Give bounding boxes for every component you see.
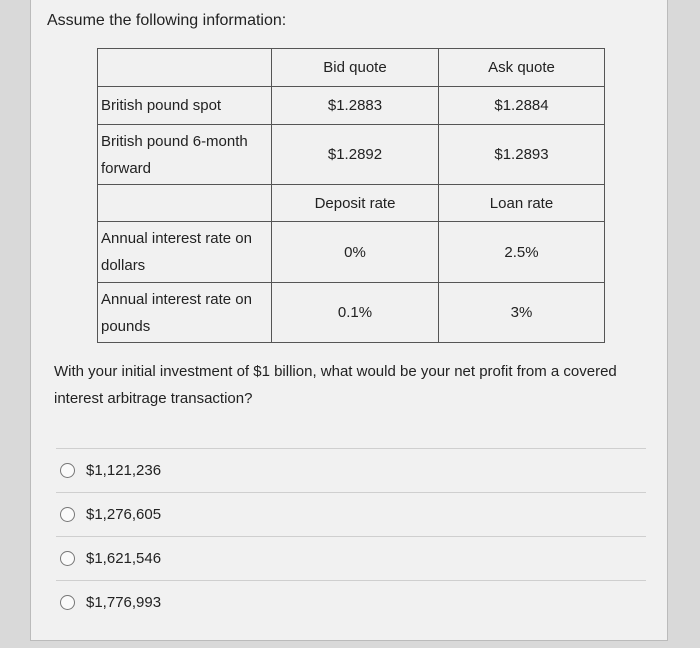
table-row xyxy=(98,125,605,185)
loan-rate-header: Loan rate xyxy=(439,185,605,222)
answer-option[interactable] xyxy=(56,536,646,580)
answer-option[interactable] xyxy=(56,492,646,536)
radio-button[interactable] xyxy=(60,463,75,478)
table-row xyxy=(98,283,605,343)
answer-option[interactable] xyxy=(56,580,646,624)
table-corner-cell xyxy=(98,49,272,87)
ask-quote-header: Ask quote xyxy=(439,49,605,87)
table-row xyxy=(98,222,605,283)
table-header-row xyxy=(98,185,605,222)
table-blank-cell xyxy=(98,185,272,222)
row-label: Annual interest rate on pounds xyxy=(98,283,272,343)
answer-option[interactable] xyxy=(56,448,646,492)
deposit-rate-header: Deposit rate xyxy=(272,185,439,222)
row-label: British pound spot xyxy=(98,87,272,125)
deposit-value: 0% xyxy=(272,222,439,283)
table-header-row xyxy=(98,49,605,87)
bid-quote-header: Bid quote xyxy=(272,49,439,87)
option-label: $1,621,546 xyxy=(86,550,162,567)
loan-value: 3% xyxy=(439,283,605,343)
row-label: Annual interest rate on dollars xyxy=(98,222,272,283)
option-label: $1,776,993 xyxy=(86,594,162,611)
bid-value: $1.2883 xyxy=(272,87,439,125)
info-table xyxy=(97,48,605,343)
question-text: With your initial investment of $1 billion, what would be your net profit from a covered interest arbitrage transaction? xyxy=(54,363,617,407)
ask-value: $1.2884 xyxy=(439,87,605,125)
ask-value: $1.2893 xyxy=(439,125,605,185)
radio-button[interactable] xyxy=(60,595,75,610)
answer-options xyxy=(56,448,646,624)
intro-text: Assume the following information: xyxy=(47,12,287,29)
deposit-value: 0.1% xyxy=(272,283,439,343)
table-row xyxy=(98,87,605,125)
radio-button[interactable] xyxy=(60,551,75,566)
loan-value: 2.5% xyxy=(439,222,605,283)
radio-button[interactable] xyxy=(60,507,75,522)
option-label: $1,276,605 xyxy=(86,506,162,523)
row-label: British pound 6-month forward xyxy=(98,125,272,185)
option-label: $1,121,236 xyxy=(86,462,162,479)
bid-value: $1.2892 xyxy=(272,125,439,185)
